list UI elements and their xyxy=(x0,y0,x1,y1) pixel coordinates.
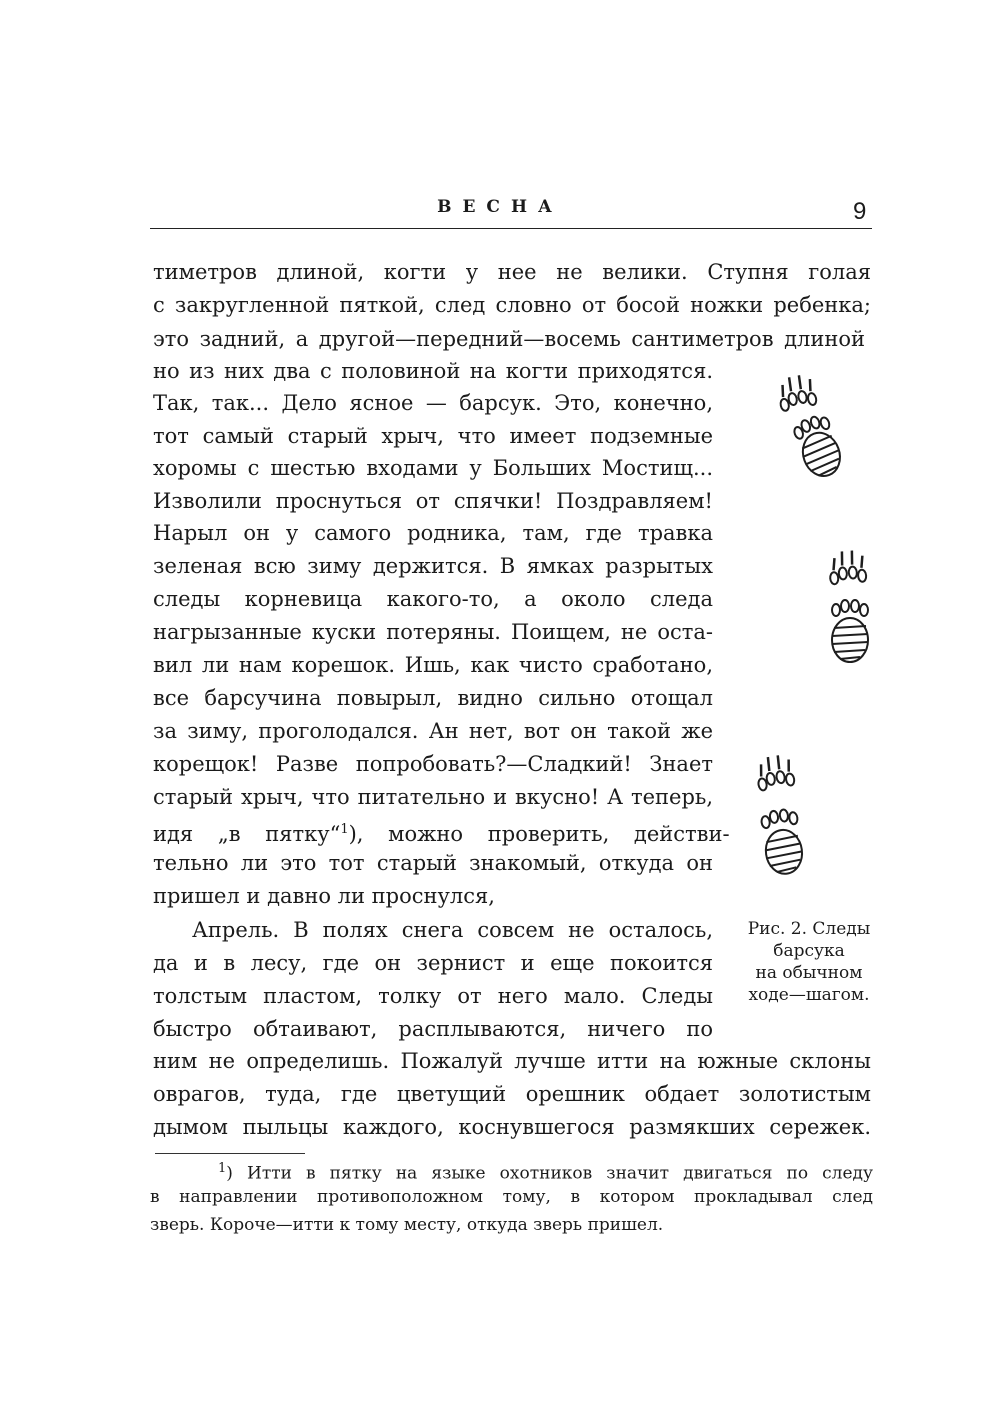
footprint-icon xyxy=(828,550,867,585)
body-text-fragment: ), можно проверить, действи- xyxy=(348,822,730,846)
body-line: тельно ли это тот старый знакомый, откуда он xyxy=(153,851,713,875)
figure-caption xyxy=(738,918,880,1006)
body-line xyxy=(153,818,730,846)
body-line: пришел и давно ли проснулся, xyxy=(153,884,495,908)
footnote-line xyxy=(218,1158,873,1185)
body-line: за зиму, проголодался. Ан нет, вот он такой же xyxy=(153,719,713,743)
footnote-marker: 1 xyxy=(218,1161,227,1176)
body-line: оврагов, туда, где цветущий орешник обдает золотистым xyxy=(153,1082,871,1106)
caption-line: ходе—шагом. xyxy=(748,985,870,1005)
footprint-icon xyxy=(832,600,868,662)
body-line: нагрызанные куски потеряны. Поищем, не оста- xyxy=(153,620,713,644)
footprint-icon xyxy=(775,373,817,412)
body-line: с закругленной пяткой, след словно от босой ножки ребенка; xyxy=(153,293,871,317)
footnote-line: в направлении противоположном тому, в котором прокладывал след xyxy=(150,1187,873,1207)
body-text-fragment: идя „в пятку“ xyxy=(153,822,341,846)
body-line: ним не определишь. Пожалуй лучше итти на южные склоны xyxy=(153,1049,871,1073)
header-rule xyxy=(150,228,872,229)
body-line: но из них два с половиной на когти приходятся. xyxy=(153,359,713,383)
body-line: зеленая всю зиму держится. В ямках разрытых xyxy=(153,554,713,578)
body-line: тиметров длиной, когти у нее не велики. Ступня голая xyxy=(153,260,871,284)
body-line: тот самый старый хрыч, что имеет подземные xyxy=(153,424,713,448)
badger-tracks-figure xyxy=(740,360,890,900)
body-line: толстым пластом, толку от него мало. Следы xyxy=(153,984,713,1008)
body-line: корещок! Разве попробовать?—Сладкий! Знает xyxy=(153,752,713,776)
footprint-icon xyxy=(754,753,795,791)
body-line: Апрель. В полях снега совсем не осталось, xyxy=(192,918,713,942)
footnote-ref: 1 xyxy=(340,822,349,837)
body-line: следы корневица какого-то, а около следа xyxy=(153,587,713,611)
body-line: Нарыл он у самого родника, там, где травка xyxy=(153,521,713,545)
body-line: вил ли нам корешок. Ишь, как чисто сработано, xyxy=(153,653,713,677)
caption-line: Рис. 2. Следы xyxy=(747,919,871,939)
footprint-icon xyxy=(760,808,805,876)
body-line: это задний, а другой—передний—восемь сантиметров длиной xyxy=(153,327,865,351)
body-line: да и в лесу, где он зернист и еще покоится xyxy=(153,951,713,975)
body-line: Изволили проснуться от спячки! Поздравляем! xyxy=(153,489,713,513)
caption-line: на обычном xyxy=(755,963,863,983)
body-line: старый хрыч, что питательно и вкусно! А теперь, xyxy=(153,785,713,809)
body-line: дымом пыльцы каждого, коснувшегося размякших сережек. xyxy=(153,1115,871,1139)
footnote-rule xyxy=(155,1153,305,1154)
body-line: Так, так... Дело ясное — барсук. Это, конечно, xyxy=(153,391,713,415)
caption-line: барсука xyxy=(773,941,845,961)
footprint-icon xyxy=(792,413,846,482)
body-line: быстро обтаивают, расплываются, ничего по xyxy=(153,1017,713,1041)
footnote-line: зверь. Короче—итти к тому месту, откуда зверь пришел. xyxy=(150,1215,664,1235)
body-line: все барсучина повырыл, видно сильно отощал xyxy=(153,686,713,710)
footnote-text: ) Итти в пятку на языке охотников значит двигаться по следу xyxy=(226,1163,873,1184)
running-header: ВЕСНА xyxy=(437,197,563,217)
body-line: хоромы с шестью входами у Больших Мостищ... xyxy=(153,456,713,480)
page-number: 9 xyxy=(853,198,867,225)
